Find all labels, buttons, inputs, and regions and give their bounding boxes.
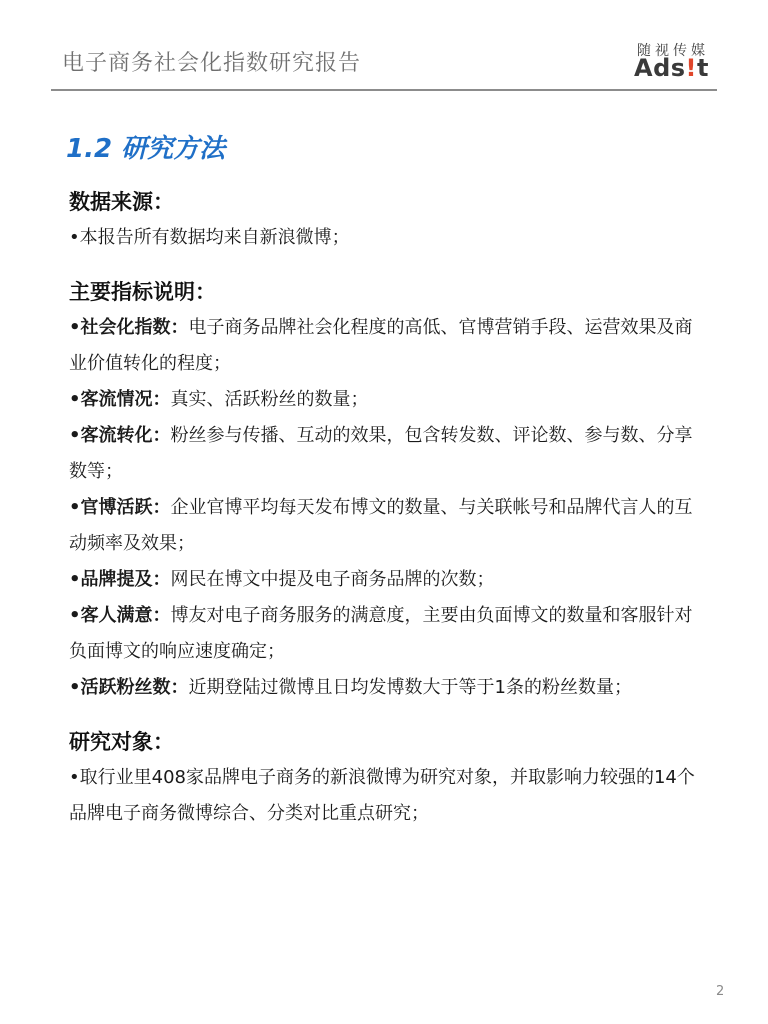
page-number: 2	[716, 984, 725, 999]
indicator-item	[69, 598, 709, 670]
logo-english-text	[634, 54, 709, 82]
page-header	[0, 0, 768, 92]
logo-en-suffix: t	[697, 54, 709, 82]
logo-en-prefix: Ads	[634, 54, 686, 82]
indicator-term: •活跃粉丝数：	[69, 677, 189, 698]
data-source-item: •本报告所有数据均来自新浪微博；	[69, 227, 350, 248]
section-heading: 1.2 研究方法	[66, 134, 226, 164]
data-source-heading: 数据来源：	[69, 190, 174, 214]
indicator-item	[69, 310, 709, 382]
main-content	[69, 184, 709, 832]
indicator-item	[69, 490, 709, 562]
header-divider	[51, 89, 717, 91]
indicator-term: •客流情况：	[69, 389, 171, 410]
indicator-term: •官博活跃：	[69, 497, 171, 518]
indicator-term: •客流转化：	[69, 425, 171, 446]
indicator-item	[69, 382, 709, 418]
research-object-item: •取行业里408家品牌电子商务的新浪微博为研究对象，并取影响力较强的14个品牌电子商务微博综合、分类对比重点研究；	[69, 767, 695, 824]
indicator-item	[69, 418, 709, 490]
indicator-term: •品牌提及：	[69, 569, 171, 590]
indicator-desc: 电子商务品牌社会化程度的高低、官博营销手段、运营效果及商业价值转化的程度；	[69, 317, 693, 374]
logo-chinese-text: 随视传媒	[637, 43, 709, 59]
indicator-desc: 近期登陆过微博且日均发博数大于等于1条的粉丝数量；	[188, 677, 632, 698]
indicators-heading: 主要指标说明：	[69, 280, 216, 304]
indicator-item	[69, 562, 709, 598]
report-title: 电子商务社会化指数研究报告	[62, 51, 362, 76]
indicator-desc: 博友对电子商务服务的满意度，主要由负面博文的数量和客服针对负面博文的响应速度确定；	[69, 605, 693, 662]
logo-en-accent: !	[685, 54, 697, 82]
indicator-desc: 粉丝参与传播、互动的效果，包含转发数、评论数、参与数、分享数等；	[69, 425, 693, 482]
indicator-desc: 企业官博平均每天发布博文的数量、与关联帐号和品牌代言人的互动频率及效果；	[69, 497, 693, 554]
indicator-term: •社会化指数：	[69, 317, 189, 338]
indicator-desc: 网民在博文中提及电子商务品牌的次数；	[170, 569, 495, 590]
indicator-item	[69, 670, 709, 706]
adsit-logo	[633, 40, 719, 84]
indicator-desc: 真实、活跃粉丝的数量；	[170, 389, 369, 410]
research-object-heading: 研究对象：	[69, 730, 174, 754]
indicator-term: •客人满意：	[69, 605, 171, 626]
